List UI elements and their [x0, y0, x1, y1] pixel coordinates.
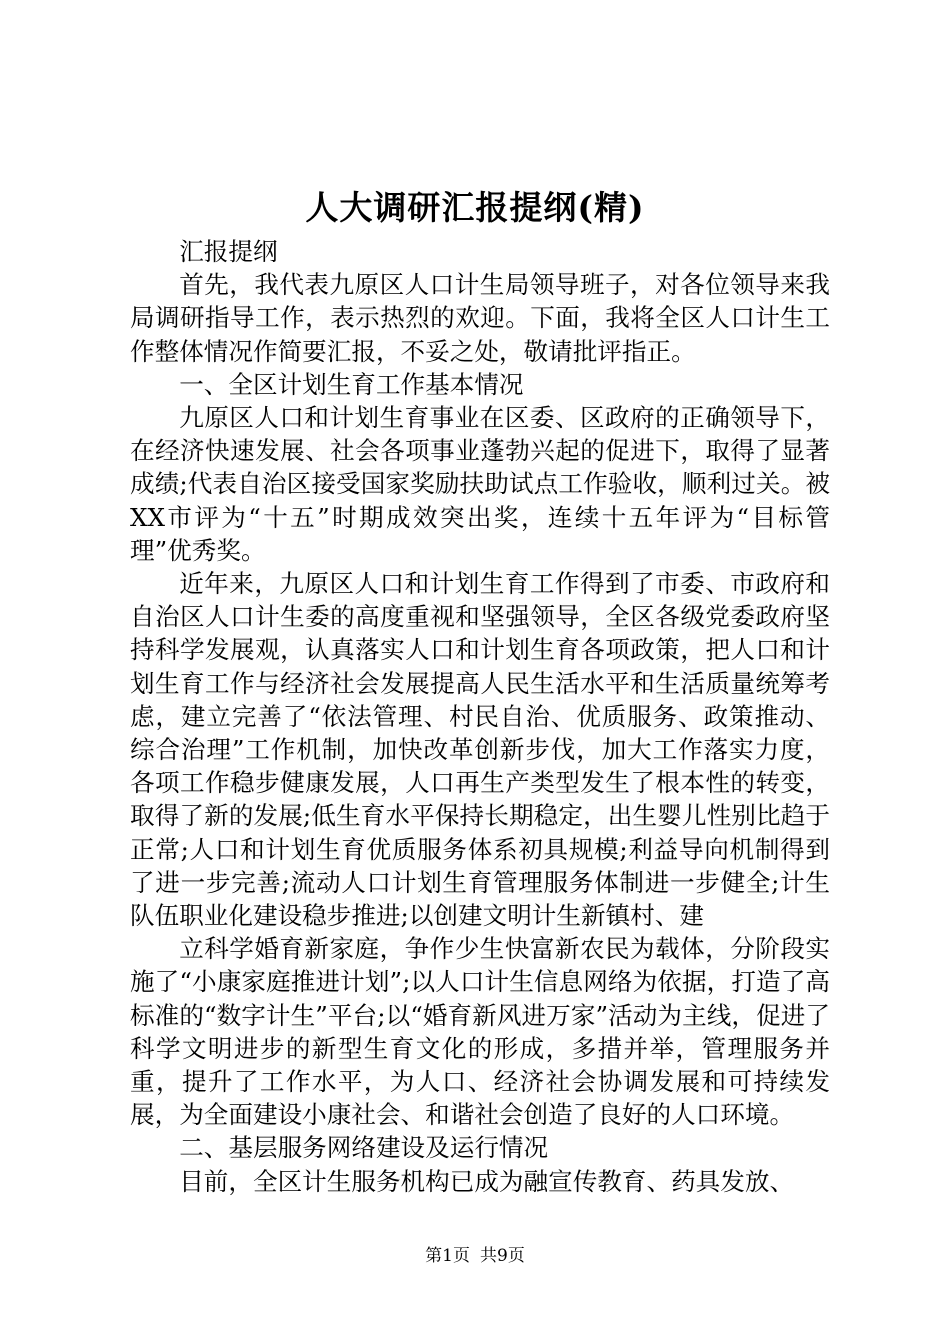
page-number: 第1页 [425, 1246, 470, 1266]
paragraph-intro: 首先，我代表九原区人口计生局领导班子，对各位领导来我局调研指导工作，表示热烈的欢迎。下面，我将全区人口计生工作整体情况作简要汇报，不妥之处，敬请批评指正。 [130, 270, 830, 366]
paragraph-achievements: 九原区人口和计划生育事业在区委、区政府的正确领导下，在经济快速发展、社会各项事业蓬勃兴起的促进下，取得了显著成绩;代表自治区接受国家奖励扶助试点工作验收，顺利过关。被XX市评为“十五”时期成效突出奖，连续十五年评为“目标管理”优秀奖。 [130, 403, 830, 565]
paragraph-current: 目前，全区计生服务机构已成为融宣传教育、药具发放、 [179, 1166, 795, 1196]
page-total: 共9页 [480, 1246, 525, 1266]
page-footer [0, 1244, 950, 1268]
paragraph-heading-outline: 汇报提纲 [179, 237, 278, 266]
paragraph-recent-years: 近年来，九原区人口和计划生育工作得到了市委、市政府和自治区人口计生委的高度重视和坚强领导，全区各级党委政府坚持科学发展观，认真落实人口和计划生育各项政策，把人口和计划生育工作与经济社会发展提高人民生活水平和生活质量统筹考虑，建立完善了“依法管理、村民自治、优质服务、政策推动、综合治理”工作机制，加快改革创新步伐，加大工作落实力度，各项工作稳步健康发展，人口再生产类型发生了根本性的转变，取得了新的发展;低生育水平保持长期稳定，出生婴儿性别比趋于正常;人口和计划生育优质服务体系初具规模;利益导向机制得到了进一步完善;流动人口计划生育管理服务体制进一步健全;计生队伍职业化建设稳步推进;以创建文明计生新镇村、建 [130, 569, 830, 931]
section-heading-1: 一、全区计划生育工作基本情况 [179, 369, 524, 399]
document-body [130, 235, 830, 1198]
document-title: 人大调研汇报提纲(精) [305, 188, 645, 227]
paragraph-continued: 立科学婚育新家庭，争作少生快富新农民为载体，分阶段实施了“小康家庭推进计划”;以人口计生信息网络为依据，打造了高标准的“数字计生”平台;以“婚育新风进万家”活动为主线，促进了科学文明进步的新型生育文化的形成，多措并举，管理服务并重，提升了工作水平，为人口、经济社会协调发展和可持续发展，为全面建设小康社会、和谐社会创造了良好的人口环境。 [130, 934, 830, 1130]
section-heading-2: 二、基层服务网络建设及运行情况 [179, 1133, 549, 1163]
